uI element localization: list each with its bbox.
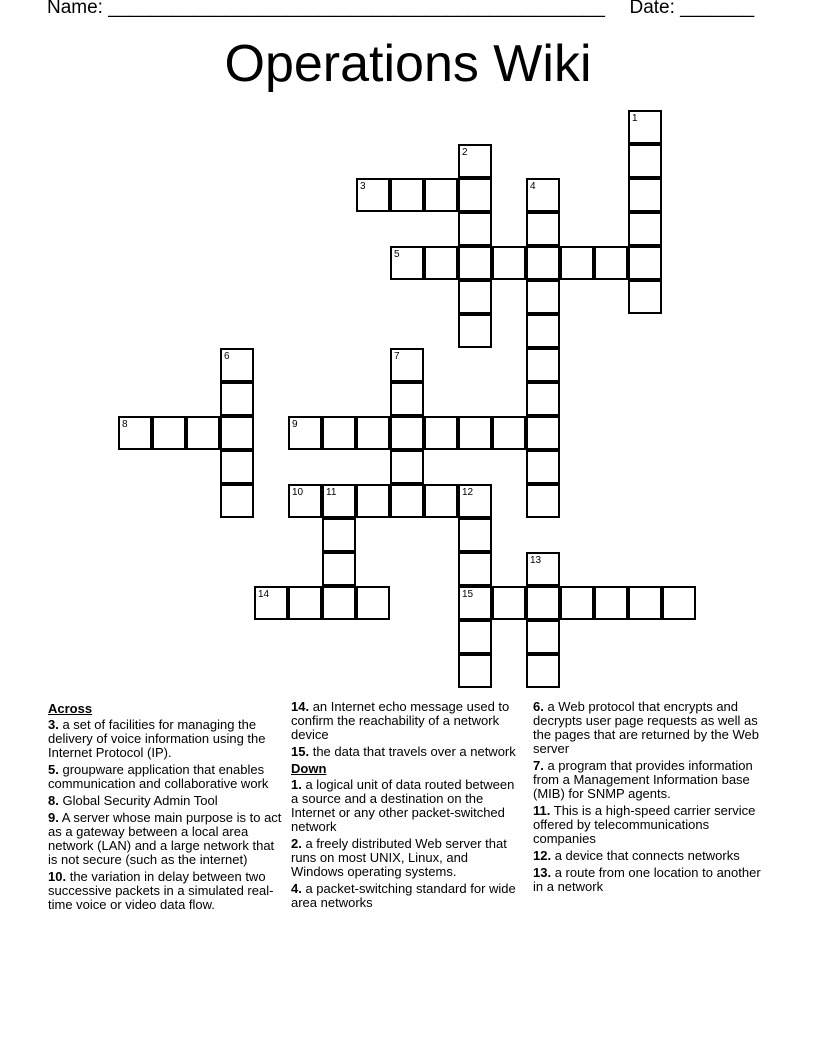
grid-cell[interactable]	[390, 450, 424, 484]
clue-down-6: 6. a Web protocol that encrypts and decrypts user page requests as well as the pages that are returned by the Web server	[533, 699, 759, 756]
grid-cell[interactable]	[560, 586, 594, 620]
grid-cell[interactable]	[458, 586, 492, 620]
grid-cell[interactable]	[526, 246, 560, 280]
grid-cell[interactable]	[152, 416, 186, 450]
grid-cell[interactable]	[220, 382, 254, 416]
clue-down-4: 4. a packet-switching standard for wide area networks	[291, 881, 516, 910]
clue-down-11: 11. This is a high-speed carrier service offered by telecommunications companies	[533, 803, 756, 846]
grid-cell[interactable]	[288, 484, 322, 518]
grid-cell[interactable]	[390, 178, 424, 212]
grid-cell[interactable]	[628, 144, 662, 178]
clue-across-14: 14. an Internet echo message used to confirm the reachability of a network device	[291, 699, 510, 742]
grid-cell[interactable]	[628, 586, 662, 620]
grid-cell[interactable]	[662, 586, 696, 620]
down-heading: Down	[291, 761, 327, 776]
grid-cell[interactable]	[526, 552, 560, 586]
grid-cell[interactable]	[118, 416, 152, 450]
grid-cell[interactable]	[288, 586, 322, 620]
grid-cell[interactable]	[356, 178, 390, 212]
grid-cell[interactable]	[526, 178, 560, 212]
grid-cell[interactable]	[288, 416, 322, 450]
clue-column-3	[533, 700, 765, 897]
grid-cell[interactable]	[458, 416, 492, 450]
grid-cell[interactable]	[492, 246, 526, 280]
grid-cell[interactable]	[186, 416, 220, 450]
grid-cell[interactable]	[458, 178, 492, 212]
date-label: Date:	[629, 0, 675, 18]
grid-cell[interactable]	[628, 110, 662, 144]
grid-cell[interactable]	[322, 484, 356, 518]
grid-cell[interactable]	[526, 450, 560, 484]
clue-number: 8	[122, 419, 128, 430]
clue-down-1: 1. a logical unit of data routed between a source and a destination on the Internet or any other packet-switched network	[291, 777, 515, 834]
clue-number: 7	[394, 351, 400, 362]
grid-cell[interactable]	[458, 212, 492, 246]
clue-number: 3	[360, 181, 366, 192]
clue-number: 6	[224, 351, 230, 362]
grid-cell[interactable]	[526, 654, 560, 688]
grid-cell[interactable]	[458, 552, 492, 586]
clue-across-8: 8. Global Security Admin Tool	[48, 793, 218, 808]
grid-cell[interactable]	[390, 416, 424, 450]
grid-cell[interactable]	[356, 416, 390, 450]
grid-cell[interactable]	[220, 484, 254, 518]
grid-cell[interactable]	[424, 246, 458, 280]
grid-cell[interactable]	[356, 586, 390, 620]
clue-number: 5	[394, 249, 400, 260]
grid-cell[interactable]	[458, 620, 492, 654]
clue-number: 11	[326, 487, 337, 498]
clue-number: 9	[292, 419, 298, 430]
grid-cell[interactable]	[220, 348, 254, 382]
grid-cell[interactable]	[526, 382, 560, 416]
clue-across-10: 10. the variation in delay between two successive packets in a simulated real-time voice or video data flow.	[48, 869, 274, 912]
clue-column-1	[48, 700, 283, 915]
name-label: Name:	[47, 0, 103, 18]
clue-across-9: 9. A server whose main purpose is to act as a gateway between a local area network (LAN) and a large network that is not secure (such as the internet)	[48, 810, 282, 867]
grid-cell[interactable]	[628, 178, 662, 212]
name-blank[interactable]: _______________________________________________	[108, 0, 605, 18]
grid-cell[interactable]	[390, 382, 424, 416]
grid-cell[interactable]	[526, 212, 560, 246]
grid-cell[interactable]	[526, 484, 560, 518]
grid-cell[interactable]	[458, 144, 492, 178]
clue-number: 1	[632, 113, 638, 124]
grid-cell[interactable]	[390, 246, 424, 280]
grid-cell[interactable]	[628, 212, 662, 246]
grid-cell[interactable]	[628, 280, 662, 314]
clue-across-3: 3. a set of facilities for managing the delivery of voice information using the Internet Protocol (IP).	[48, 717, 266, 760]
grid-cell[interactable]	[526, 416, 560, 450]
grid-cell[interactable]	[322, 518, 356, 552]
grid-cell[interactable]	[458, 246, 492, 280]
grid-cell[interactable]	[458, 280, 492, 314]
clue-number: 12	[462, 487, 474, 498]
grid-cell[interactable]	[492, 416, 526, 450]
puzzle-title: Operations Wiki	[224, 35, 592, 93]
clue-number: 4	[530, 181, 536, 192]
clue-column-2	[291, 700, 521, 913]
grid-cell[interactable]	[458, 484, 492, 518]
grid-cell[interactable]	[322, 586, 356, 620]
grid-cell[interactable]	[594, 586, 628, 620]
clue-number: 2	[462, 147, 468, 158]
clue-down-2: 2. a freely distributed Web server that runs on most UNIX, Linux, and Windows operating systems.	[291, 836, 507, 879]
grid-cell[interactable]	[492, 586, 526, 620]
grid-cell[interactable]	[458, 654, 492, 688]
grid-cell[interactable]	[526, 620, 560, 654]
grid-cell[interactable]	[628, 246, 662, 280]
across-heading: Across	[48, 701, 93, 716]
grid-cell[interactable]	[526, 586, 560, 620]
grid-cell[interactable]	[458, 314, 492, 348]
grid-cell[interactable]	[220, 416, 254, 450]
clue-down-7: 7. a program that provides information from a Management Information base (MIB) for SNMP agents.	[533, 758, 753, 801]
clue-number: 13	[530, 555, 542, 566]
clue-number: 14	[258, 589, 270, 600]
grid-cell[interactable]	[594, 246, 628, 280]
clue-across-5: 5. groupware application that enables communication and collaborative work	[48, 762, 269, 791]
grid-cell[interactable]	[254, 586, 288, 620]
clue-down-13: 13. a route from one location to another in a network	[533, 865, 761, 894]
grid-cell[interactable]	[356, 484, 390, 518]
grid-cell[interactable]	[560, 246, 594, 280]
grid-cell[interactable]	[390, 484, 424, 518]
grid-cell[interactable]	[526, 348, 560, 382]
grid-cell[interactable]	[424, 416, 458, 450]
grid-cell[interactable]	[458, 518, 492, 552]
clue-across-15: 15. the data that travels over a network	[291, 744, 516, 759]
grid-cell[interactable]	[322, 416, 356, 450]
grid-cell[interactable]	[220, 450, 254, 484]
clue-number: 10	[292, 487, 304, 498]
clue-number: 15	[462, 589, 474, 600]
grid-cell[interactable]	[390, 348, 424, 382]
grid-cell[interactable]	[322, 552, 356, 586]
grid-cell[interactable]	[526, 280, 560, 314]
date-blank[interactable]: _______	[680, 0, 755, 18]
grid-cell[interactable]	[424, 178, 458, 212]
clue-down-12: 12. a device that connects networks	[533, 848, 740, 863]
grid-cell[interactable]	[424, 484, 458, 518]
grid-cell[interactable]	[526, 314, 560, 348]
